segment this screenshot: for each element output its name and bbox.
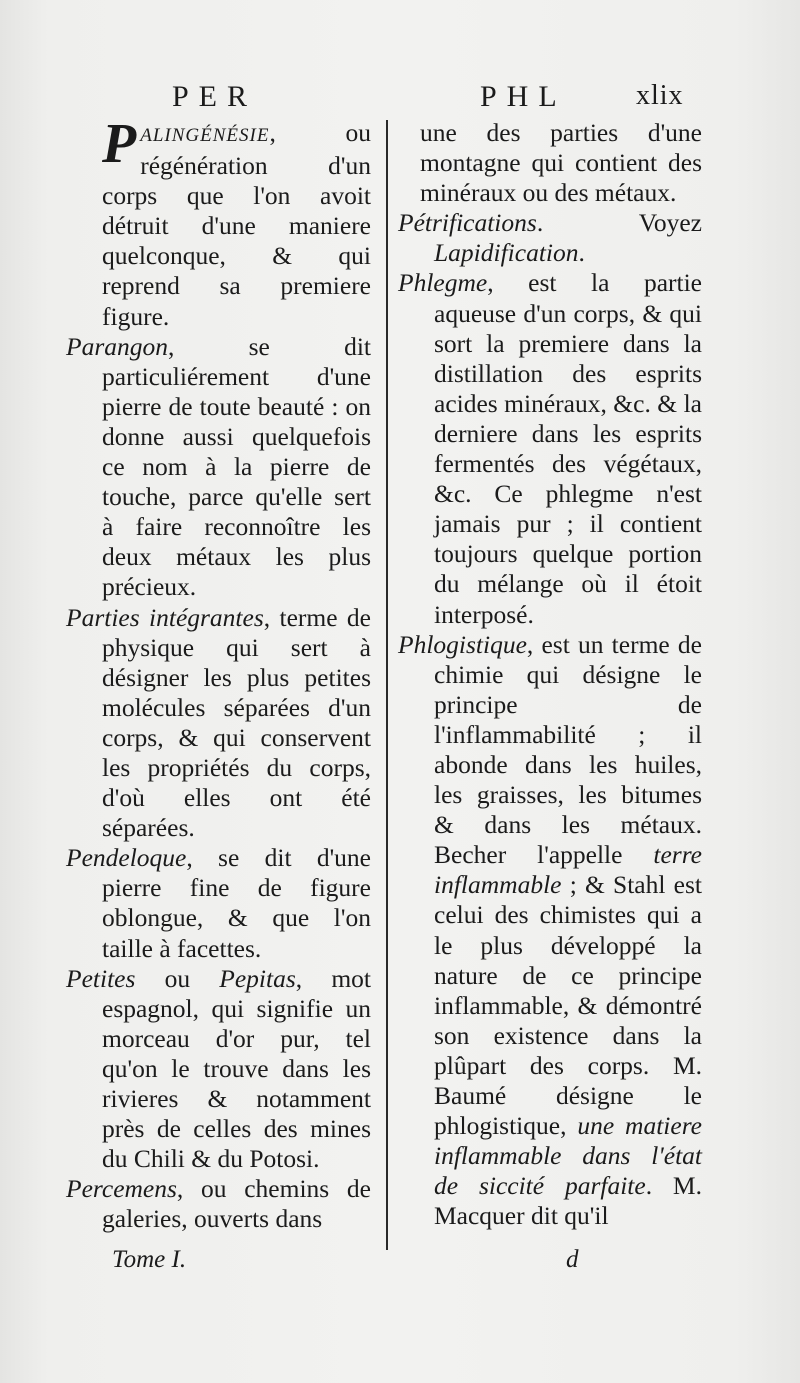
running-head-left: PER <box>172 80 258 113</box>
entry-text: , est un terme de chimie qui désigne le principe de l'inflammabilité ; il abonde dans les huiles, les graisses, les bitumes & dans les métaux. Becher l'appelle <box>434 629 702 870</box>
entry-headword: Parangon <box>66 331 168 361</box>
page-number: xlix <box>636 80 684 111</box>
entry-text: , est la partie aqueuse d'un corps, & qui sort la premiere dans la distillation des esprits acides minéraux, &c. & la derniere dans les esprits fermentés des végétaux, &c. Ce phlegme n'est jamais pur ; il contient toujours quelque portion du mélange où il étoit interposé. <box>434 268 702 629</box>
entry-text: , mot espagnol, qui signifie un morceau d'or pur, tel qu'on le trouve dans les rivieres & notamment près de celles des mines du Chili & du Potosi. <box>102 963 371 1174</box>
entry-text: . Voyez <box>536 208 702 238</box>
entry-headword: Parties intégrantes <box>66 602 264 632</box>
entry-headword: ALINGÉNÉSIE <box>140 125 270 146</box>
volume-signature: Tome I. <box>112 1246 187 1273</box>
entry-phlegme <box>398 268 702 629</box>
running-head-right: PHL <box>480 80 567 113</box>
entry-text-tail: . <box>578 238 585 268</box>
entry-headword-alt: Pepitas <box>219 963 296 993</box>
entry-headword: Percemens <box>66 1174 177 1204</box>
column-rule <box>386 120 388 1250</box>
entry-text-3: . M. Macquer dit qu'il <box>434 1171 702 1231</box>
left-column <box>66 113 371 1234</box>
entry-headword: Phlegme <box>398 268 488 298</box>
entry-headword: Petites <box>66 963 136 993</box>
entry-parties-integrantes <box>66 603 371 844</box>
entry-text: , se dit particuliérement d'une pierre de toute beauté : on donne aussi quelquefois ce nom à la pierre de touche, parce qu'elle sert à faire reconnoître les deux métaux les plus précieux. <box>102 331 371 602</box>
entry-petites <box>66 964 371 1175</box>
cross-reference: Lapidification <box>434 238 579 268</box>
entry-text: , terme de physique qui sert à désigner les plus petites molécules séparées d'un corps, & qui conservent les propriétés du corps, d'où elles ont été séparées. <box>102 602 371 843</box>
drop-cap: P <box>102 113 137 175</box>
entry-headword: Phlogistique <box>398 629 527 659</box>
entry-text: , ou régénération d'un corps que l'on avoit détruit d'une maniere quelconque, & qui reprend sa premiere figure. <box>102 118 371 331</box>
entry-parangon <box>66 332 371 603</box>
entry-text: , se dit d'une pierre fine de figure oblongue, & que l'on taille à facettes. <box>102 843 371 963</box>
gathering-signature: d <box>566 1246 579 1273</box>
entry-palingenesie <box>66 113 371 332</box>
entry-text: , ou chemins de galeries, ouverts dans <box>102 1174 371 1234</box>
entry-percemens <box>66 1174 371 1234</box>
italic-term: terre inflammable <box>434 840 702 900</box>
continuation-text: une des parties d'une montagne qui contient des minéraux ou des métaux. <box>420 118 702 208</box>
entry-pendeloque <box>66 843 371 963</box>
entry-headword: Pétrifications <box>398 208 537 238</box>
entry-phlogistique <box>398 630 702 1232</box>
entry-petrifications <box>398 208 702 268</box>
right-column <box>398 118 702 1231</box>
entry-connector: ou <box>135 963 220 993</box>
entry-headword: Pendeloque <box>66 843 187 873</box>
italic-quote: une matiere inflammable dans l'état de siccité parfaite <box>434 1111 702 1201</box>
entry-text-2: ; & Stahl est celui des chimistes qui a le plus développé la nature de ce principe inflammable, & démontré son existence dans la plûpart des corps. M. Baumé désigne le phlogistique, <box>434 870 702 1141</box>
